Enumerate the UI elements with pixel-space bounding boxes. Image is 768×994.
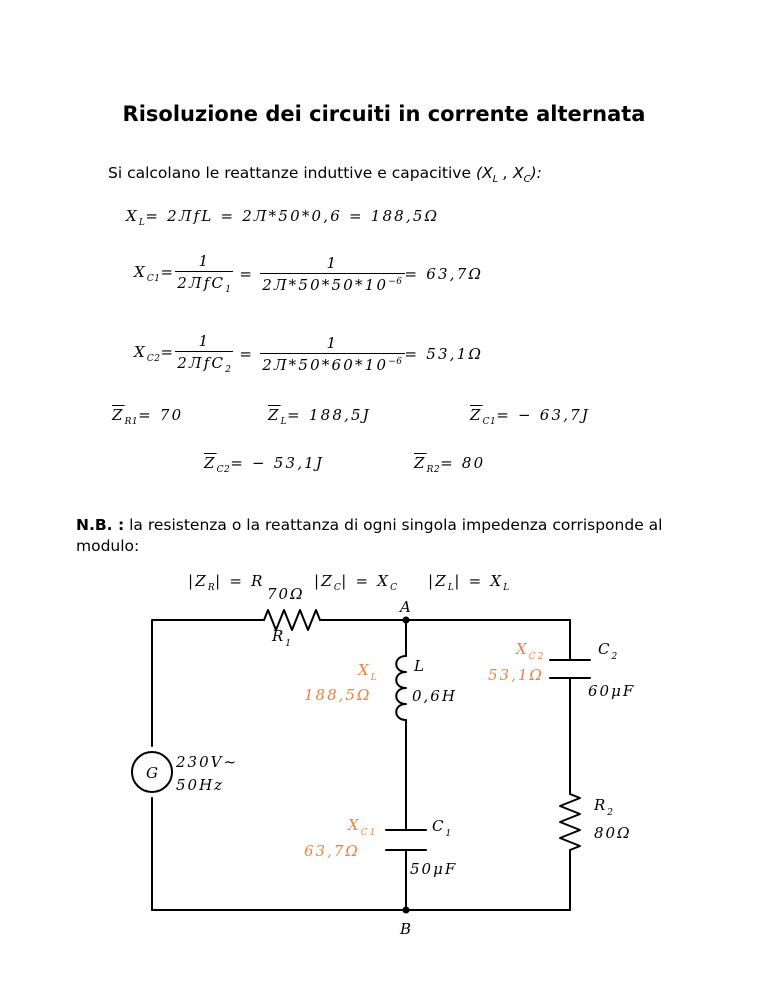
impedance-zc2: $\overline{Z}_{C2}= - 53,1J$ bbox=[204, 454, 325, 475]
node-a-dot bbox=[403, 617, 410, 624]
resistor-r2 bbox=[560, 794, 580, 850]
gen-frequency: 50Hz bbox=[176, 776, 225, 794]
formula-xl: $X_L= 2ЛfL = 2Л*50*0,6 = 188,5\Omega$ bbox=[126, 207, 440, 228]
impedance-zr2: $\overline{Z}_{R2}= 80$ bbox=[414, 454, 486, 475]
fraction-xc2-a: $\frac{1}{2ЛfC_2}$ bbox=[177, 332, 232, 375]
c1-name: $C_1$ bbox=[432, 817, 454, 839]
c2-name: $C_2$ bbox=[598, 640, 620, 662]
wire-top-left bbox=[152, 620, 264, 746]
xc1-value: 63,7Ω bbox=[304, 842, 360, 860]
r2-name: $R_2$ bbox=[594, 796, 616, 818]
modulus-r: $|Z_R| = R$ bbox=[188, 572, 265, 593]
impedance-zr1: $\overline{Z}_{R1}= 70$ bbox=[112, 406, 184, 427]
xc2-label: $X_{C2}$ bbox=[516, 640, 546, 662]
xc2-value: 53,1Ω bbox=[488, 666, 544, 684]
gen-symbol: G bbox=[146, 764, 160, 782]
l-value: 0,6H bbox=[412, 687, 457, 705]
inductor-l bbox=[396, 656, 406, 720]
r1-name: $R_1$ bbox=[272, 627, 294, 649]
formula-xc1: $X_{C1}=$ $\frac{1}{2ЛfC_1}$ = $\frac{1}{2Л*50*50*10^{-6}}$ = 63,7Ω bbox=[134, 252, 484, 295]
fraction-xc2-b: $\frac{1}{2Л*50*60*10^{-6}}$ bbox=[262, 333, 403, 374]
node-b-label: B bbox=[400, 920, 414, 938]
node-b-dot bbox=[403, 907, 410, 914]
xl-value: 188,5Ω bbox=[304, 686, 372, 704]
c1-value: 50μF bbox=[410, 860, 458, 878]
modulus-c: $|Z_C| = X_C$ bbox=[314, 572, 398, 593]
note-label: N.B. : bbox=[76, 516, 125, 534]
fraction-xc1-a: $\frac{1}{2ЛfC_1}$ bbox=[177, 252, 232, 295]
node-a-label: A bbox=[400, 598, 413, 616]
formula-xc2: $X_{C2}=$ $\frac{1}{2ЛfC_2}$ = $\frac{1}{2Л*50*60*10^{-6}}$ = 53,1Ω bbox=[134, 332, 484, 375]
impedance-zl: $\overline{Z}_L= 188,5J$ bbox=[268, 406, 372, 427]
note-text: la resistenza o la reattanza di ogni singola impedenza corrisponde al modulo: bbox=[76, 516, 663, 555]
gen-voltage: 230V~ bbox=[176, 753, 239, 771]
l-name: L bbox=[414, 657, 426, 675]
impedance-zc1: $\overline{Z}_{C1}= - 63,7J$ bbox=[470, 406, 591, 427]
xl-label: $X_L$ bbox=[358, 661, 379, 683]
fraction-xc1-b: $\frac{1}{2Л*50*50*10^{-6}}$ bbox=[262, 253, 403, 294]
intro-sentence: Si calcolano le reattanze induttive e capacitive bbox=[108, 164, 471, 182]
xc1-label: $X_{C1}$ bbox=[348, 816, 378, 838]
page-title: Risoluzione dei circuiti in corrente alternata bbox=[122, 102, 646, 126]
r2-value: 80Ω bbox=[594, 824, 632, 842]
intro-symbols: ($X_L$ , $X_C$): bbox=[475, 164, 542, 186]
r1-value: 70Ω bbox=[267, 585, 305, 603]
c2-value: 60μF bbox=[588, 682, 636, 700]
modulus-l: $|Z_L| = X_L$ bbox=[428, 572, 510, 593]
